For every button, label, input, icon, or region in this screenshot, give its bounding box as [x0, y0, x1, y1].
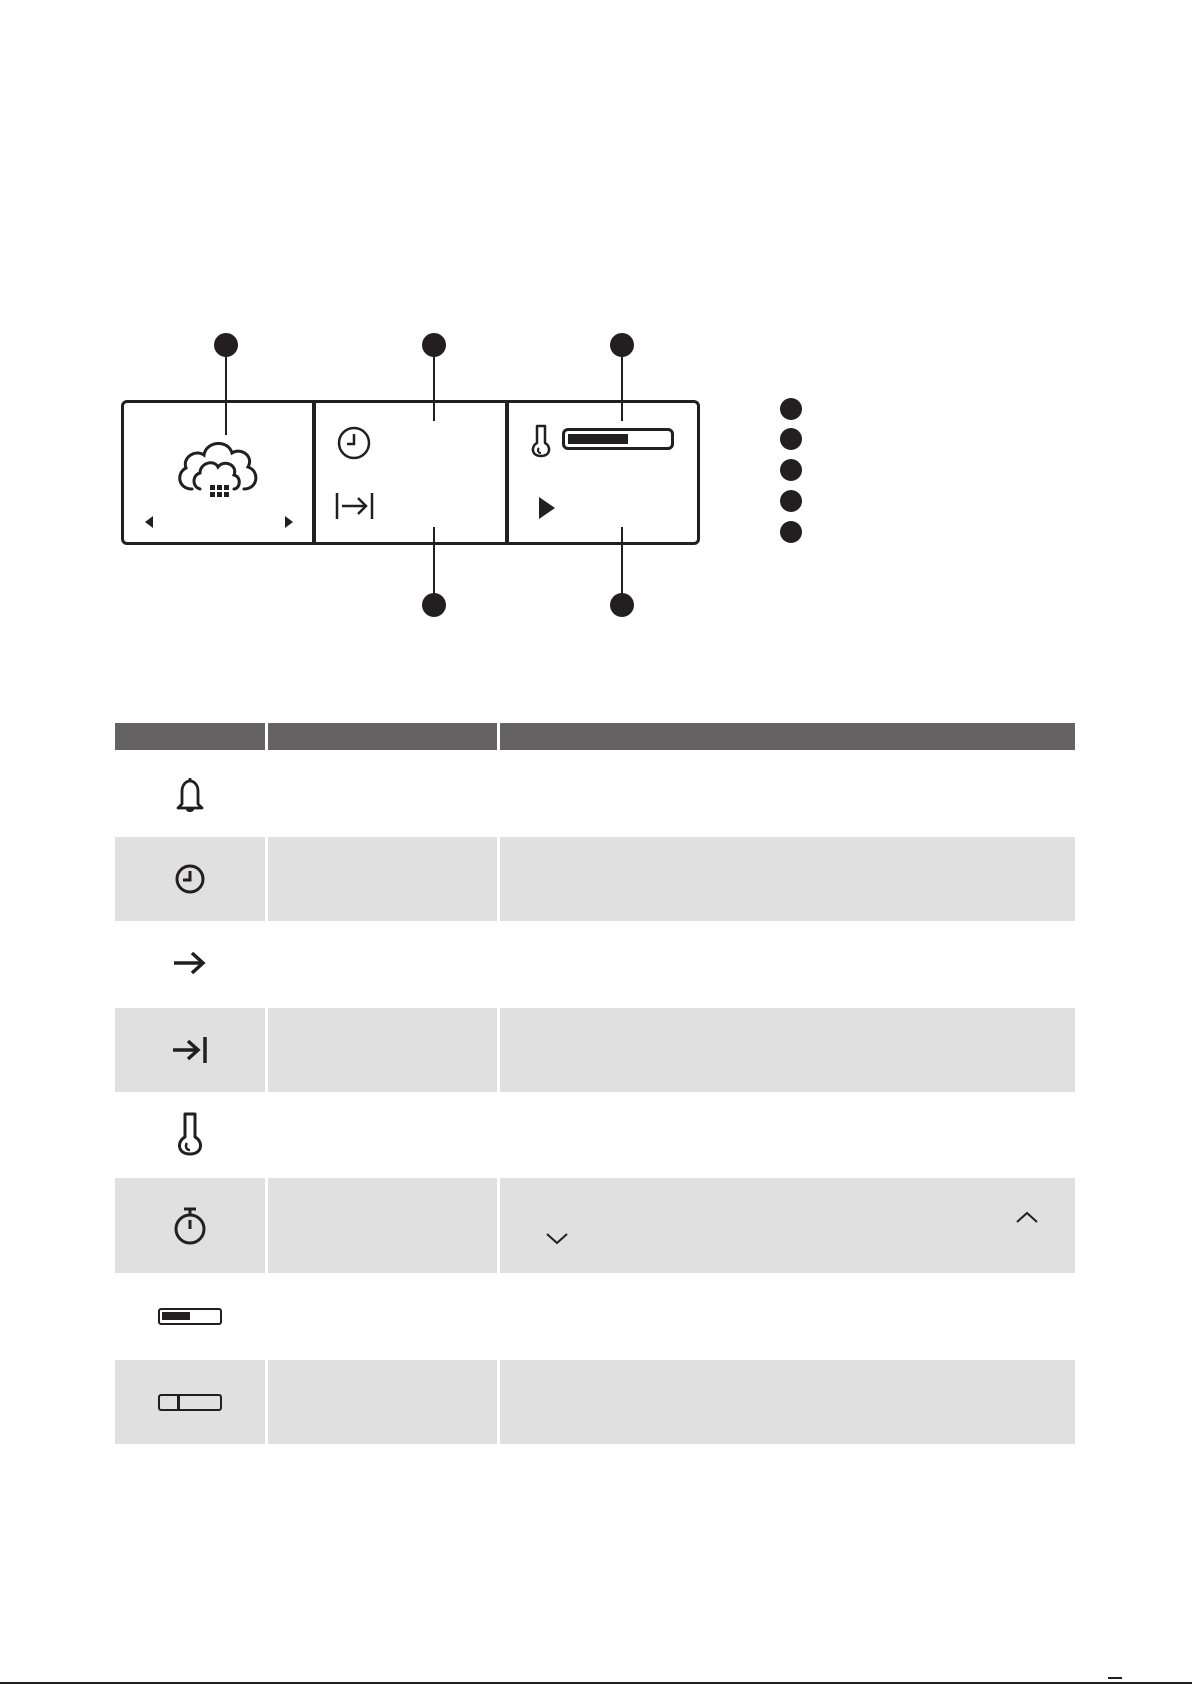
time-panel — [313, 400, 508, 545]
play-icon[interactable] — [537, 495, 557, 521]
table-row — [115, 1178, 1075, 1273]
chevron-down-icon — [545, 1232, 569, 1246]
arrow-right-icon — [172, 949, 208, 977]
heat-up-indicator-icon — [158, 1308, 222, 1325]
heat-up-indicator-fill — [568, 434, 628, 444]
heat-up-indicator-bar — [562, 428, 674, 450]
clock-icon — [174, 863, 206, 895]
table-row — [115, 753, 1075, 837]
callout-dot-c — [610, 333, 634, 357]
table-row — [115, 1092, 1075, 1176]
table-row — [115, 1360, 1075, 1444]
legend-dot-3 — [780, 459, 802, 481]
table-row — [115, 837, 1075, 921]
callout-dot-d — [422, 593, 446, 617]
table-row — [115, 1273, 1075, 1360]
callout-dot-e — [610, 593, 634, 617]
legend-dot-5 — [780, 521, 802, 543]
table-header-symbol — [115, 723, 265, 750]
steam-cloud-icon — [174, 433, 264, 503]
end-time-icon — [171, 1034, 209, 1066]
callout-dot-a — [214, 333, 238, 357]
table-row — [115, 921, 1075, 1005]
page-corner-mark — [1108, 1677, 1122, 1679]
table-header-name — [268, 723, 497, 750]
bell-icon — [173, 776, 207, 814]
chevron-up-icon — [1015, 1210, 1039, 1224]
triangle-left-icon[interactable] — [144, 515, 154, 529]
legend-dot-2 — [780, 428, 802, 450]
legend-dot-4 — [780, 490, 802, 512]
end-time-icon — [334, 490, 376, 522]
core-temperature-icon — [529, 423, 553, 459]
core-temperature-icon — [176, 1111, 204, 1157]
temperature-panel — [506, 400, 700, 545]
table-header-description — [500, 723, 1075, 750]
programme-panel — [121, 400, 315, 545]
legend-dot-1 — [780, 398, 802, 420]
timer-icon — [172, 1206, 208, 1246]
page-bottom-rule — [0, 1682, 1192, 1684]
clock-icon — [336, 425, 372, 461]
table-row — [115, 1008, 1075, 1092]
callout-dot-b — [422, 333, 446, 357]
fast-heat-up-indicator-icon — [158, 1394, 222, 1411]
triangle-right-icon[interactable] — [284, 515, 294, 529]
